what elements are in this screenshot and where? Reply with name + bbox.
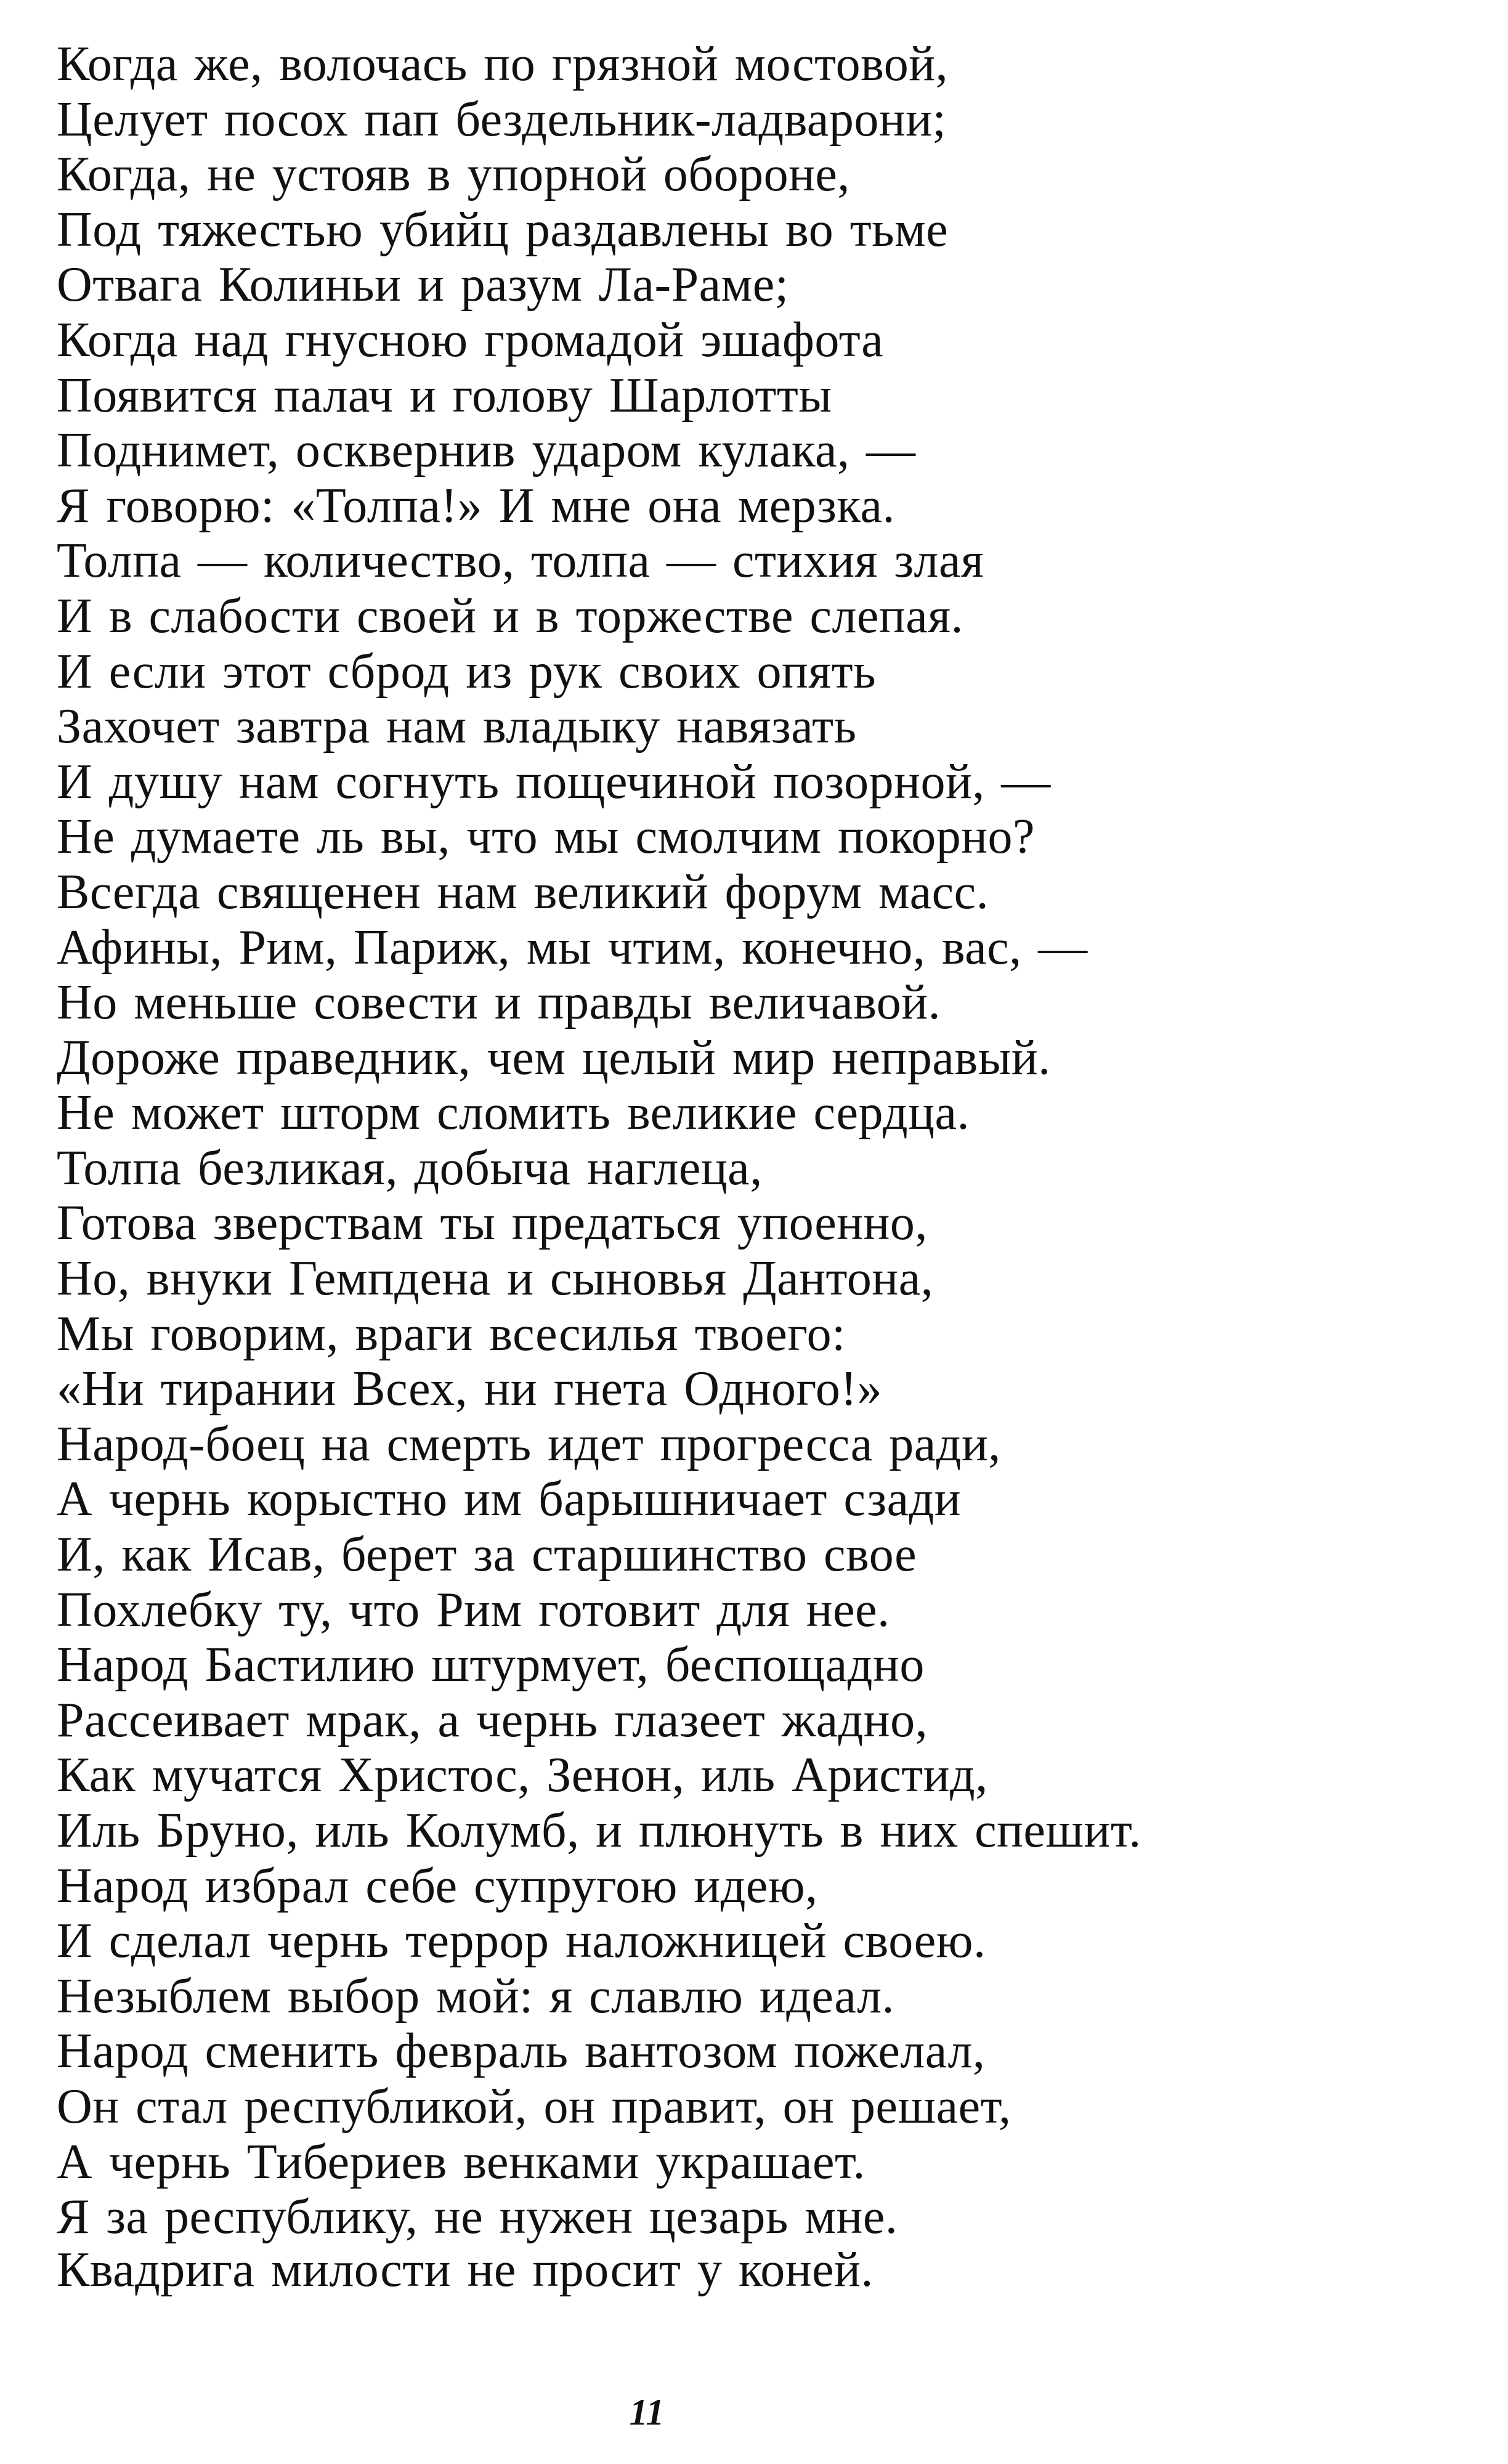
poem-line: Появится палач и голову Шарлотты [57,368,832,423]
poem-line: Когда, не устояв в упорной обороне, [57,147,850,202]
poem-line: Отвага Колиньи и разум Ла-Раме; [57,258,789,312]
poem-line: Когда же, волочась по грязной мостовой, [57,37,949,91]
poem-line: Целует посох пап бездельник-ладварони; [57,92,947,147]
poem-line: «Ни тирании Всех, ни гнета Одного!» [57,1362,882,1417]
poem-line: Поднимет, осквернив ударом кулака, — [57,423,916,478]
poem-line: И если этот сброд из рук своих опять [57,644,877,699]
poem-line: Не может шторм сломить великие сердца. [57,1086,970,1141]
poem-line: Под тяжестью убийц раздавлены во тьме [57,202,949,257]
poem-line: Дороже праведник, чем целый мир неправый. [57,1030,1051,1085]
poem-line: И душу нам согнуть пощечиной позорной, — [57,754,1051,809]
poem-line: Готова зверствам ты предаться упоенно, [57,1196,928,1251]
poem-line: Народ Бастилию штурмует, беспощадно [57,1638,925,1693]
poem-line: Толпа — количество, толпа — стихия злая [57,534,984,588]
poem-line: Народ-боец на смерть идет прогресса ради, [57,1417,1001,1471]
poem-closing-line: Квадрига милости не просит у коней. [57,2243,874,2297]
poem-line: Рассеивает мрак, а чернь глазеет жадно, [57,1693,928,1747]
poem-line: Народ избрал себе супругою идею, [57,1858,818,1913]
poem-line: Но, внуки Гемпдена и сыновья Дантона, [57,1251,934,1306]
poem-line: Я говорю: «Толпа!» И мне она мерзка. [57,478,895,533]
poem-stanza-main [57,37,1474,2245]
poem-line: А чернь Тибериев венками украшает. [57,2134,865,2189]
poem-line: Как мучатся Христос, Зенон, иль Аристид, [57,1748,988,1803]
poem-line: И в слабости своей и в торжестве слепая. [57,588,964,643]
poem-line: Афины, Рим, Париж, мы чтим, конечно, вас, — [57,920,1088,975]
page-number: 11 [629,2392,665,2433]
poem-line: Захочет завтра нам владыку навязать [57,699,857,754]
poem-line: Народ сменить февраль вантозом пожелал, [57,2024,986,2079]
poem-line: Он стал республикой, он правит, он решает, [57,2079,1011,2134]
poem-line: И сделал чернь террор наложницей своею. [57,1914,986,1969]
poem-line: Иль Бруно, иль Колумб, и плюнуть в них спешит. [57,1803,1141,1858]
poem-line: Незыблем выбор мой: я славлю идеал. [57,1969,895,2023]
poem-line: Но меньше совести и правды величавой. [57,975,941,1030]
poem-stanza-closing [57,2243,1474,2298]
poem-line: И, как Исав, берет за старшинство свое [57,1527,917,1582]
poem-line: Когда над гнусною громадой эшафота [57,312,884,367]
poem-line: Не думаете ль вы, что мы смолчим покорно? [57,810,1036,864]
poem-line: Всегда священен нам великий форум масс. [57,864,989,919]
poem-line: А чернь корыстно им барышничает сзади [57,1472,962,1527]
poem-line: Я за республику, не нужен цезарь мне. [57,2190,898,2245]
poem-line: Похлебку ту, что Рим готовит для нее. [57,1582,890,1637]
poem-line: Мы говорим, враги всесилья твоего: [57,1306,846,1361]
poem-line: Толпа безликая, добыча наглеца, [57,1141,763,1195]
